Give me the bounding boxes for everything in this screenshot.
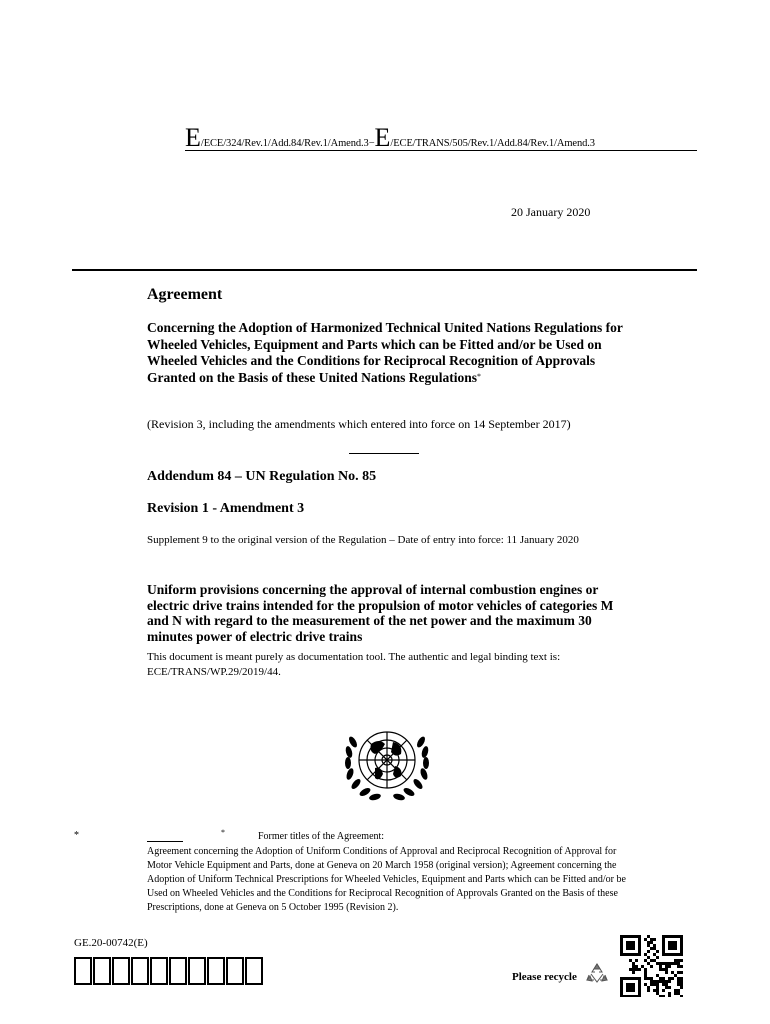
qr-module: [662, 977, 665, 980]
qr-module: [659, 965, 662, 968]
addendum-heading: Addendum 84 – UN Regulation No. 85: [147, 469, 377, 484]
qr-module: [638, 968, 641, 971]
barcode-glyph: [188, 957, 206, 985]
concerning-heading-text: Concerning the Adoption of Harmonized Technical United Nations Regulations for Wheeled Vehicles, Equipment and Parts which can be Fitted and/or be Used on Wheeled Vehicles and the Conditions for Reciprocal Recognition of Approvals Granted on the Basis of these United Nations Regulations: [147, 320, 623, 385]
qr-module: [629, 959, 632, 962]
documentation-note: This document is meant purely as documentation tool. The authentic and legal binding text is: ECE/TRANS/WP.29/2019/44.: [147, 651, 561, 678]
qr-module: [635, 959, 638, 962]
qr-module: [680, 977, 683, 980]
qr-module: [659, 968, 662, 971]
qr-module: [650, 983, 653, 986]
qr-module: [650, 959, 653, 962]
qr-module: [653, 980, 656, 983]
qr-module: [656, 950, 659, 953]
barcode-glyph: [245, 957, 263, 985]
qr-module: [647, 944, 650, 947]
qr-module: [650, 977, 653, 980]
qr-module: [659, 962, 662, 965]
qr-module: [680, 995, 683, 997]
qr-module: [644, 977, 647, 980]
un-emblem-icon: [341, 722, 433, 802]
revision-heading: Revision 1 - Amendment 3: [147, 501, 305, 516]
barcode-glyph: [169, 957, 187, 985]
qr-module: [677, 977, 680, 980]
qr-module: [647, 950, 650, 953]
qr-finder: [626, 983, 635, 992]
footnote-divider: [147, 841, 183, 842]
qr-module: [677, 980, 680, 983]
qr-module: [656, 986, 659, 989]
recycle-text: Please recycle: [512, 971, 577, 983]
qr-module: [668, 995, 671, 997]
qr-module: [656, 974, 659, 977]
qr-module: [665, 980, 668, 983]
barcode-icon: [74, 957, 263, 989]
qr-module: [650, 980, 653, 983]
footnote-star: *: [221, 828, 225, 837]
qr-module: [662, 983, 665, 986]
qr-module: [668, 977, 671, 980]
symbol-letter-2: E: [374, 123, 391, 152]
qr-module: [650, 941, 653, 944]
document-symbol-2: /ECE/TRANS/505/Rev.1/Add.84/Rev.1/Amend.3: [390, 138, 595, 149]
qr-module: [650, 938, 653, 941]
qr-module: [668, 992, 671, 995]
qr-module: [632, 965, 635, 968]
qr-module: [665, 965, 668, 968]
regulation-title: Uniform provisions concerning the approval of internal combustion engines or electric drive trains intended for the propulsion of motor vehicles of categories M and N with regard to the measurement of the net power and the maximum 30 minutes power of electric drive trains: [147, 582, 614, 644]
qr-module: [656, 989, 659, 992]
qr-module: [677, 989, 680, 992]
qr-module: [680, 983, 683, 986]
qr-module: [680, 980, 683, 983]
qr-module: [665, 968, 668, 971]
qr-module: [632, 968, 635, 971]
qr-code-icon: [620, 935, 685, 997]
qr-module: [674, 962, 677, 965]
barcode-glyph: [207, 957, 225, 985]
qr-module: [662, 968, 665, 971]
qr-module: [647, 962, 650, 965]
qr-module: [680, 986, 683, 989]
qr-module: [647, 977, 650, 980]
qr-module: [653, 989, 656, 992]
qr-module: [644, 983, 647, 986]
qr-module: [665, 983, 668, 986]
qr-module: [668, 962, 671, 965]
recycle-icon: [585, 962, 609, 984]
agreement-heading: Agreement: [147, 286, 223, 303]
qr-module: [674, 992, 677, 995]
qr-module: [680, 965, 683, 968]
qr-module: [662, 980, 665, 983]
qr-module: [647, 956, 650, 959]
qr-module: [641, 965, 644, 968]
qr-module: [653, 983, 656, 986]
qr-module: [644, 971, 647, 974]
barcode-glyph: [131, 957, 149, 985]
footnote-reference: *: [477, 371, 482, 381]
qr-module: [671, 962, 674, 965]
document-symbol-line: [185, 123, 697, 152]
qr-module: [671, 977, 674, 980]
qr-module: [665, 986, 668, 989]
qr-module: [629, 968, 632, 971]
qr-module: [665, 962, 668, 965]
symbol-separator: −: [368, 138, 375, 149]
footnote-title: Former titles of the Agreement:: [258, 831, 385, 842]
qr-module: [653, 944, 656, 947]
qr-module: [659, 980, 662, 983]
qr-module: [674, 989, 677, 992]
qr-module: [644, 968, 647, 971]
qr-module: [650, 947, 653, 950]
qr-module: [647, 989, 650, 992]
qr-module: [677, 992, 680, 995]
section-divider: [349, 453, 419, 454]
qr-module: [662, 962, 665, 965]
qr-module: [653, 938, 656, 941]
qr-module: [677, 971, 680, 974]
qr-module: [674, 959, 677, 962]
document-symbol-1: /ECE/324/Rev.1/Add.84/Rev.1/Amend.3: [200, 138, 369, 149]
qr-module: [644, 959, 647, 962]
qr-module: [668, 965, 671, 968]
footnote-mark: *: [74, 830, 79, 841]
qr-module: [632, 971, 635, 974]
qr-module: [635, 968, 638, 971]
revision-note: (Revision 3, including the amendments which entered into force on 14 September 2017): [147, 417, 571, 431]
qr-module: [656, 992, 659, 995]
header-divider: [72, 269, 697, 271]
footnote-body: Agreement concerning the Adoption of Uniform Conditions of Approval and Reciprocal Recognition of Approval for Motor Vehicle Equipment and Parts, done at Geneva on 20 March 1958 (original version); Agreement concerning the Adoption of Uniform Technical Prescriptions for Wheeled Vehicles, Equipment and Parts which can be Fitted and/or be Used on Wheeled Vehicles and the Conditions for Reciprocal Recognition of Approvals Granted on the Basis of these Prescriptions, done at Geneva on 5 October 1995 (Revision 2).: [147, 846, 626, 913]
qr-module: [647, 935, 650, 938]
barcode-glyph: [74, 957, 92, 985]
qr-module: [662, 995, 665, 997]
qr-module: [653, 959, 656, 962]
qr-module: [632, 962, 635, 965]
qr-module: [680, 959, 683, 962]
qr-module: [677, 962, 680, 965]
qr-module: [650, 965, 653, 968]
qr-module: [644, 938, 647, 941]
qr-module: [653, 953, 656, 956]
qr-module: [659, 977, 662, 980]
qr-finder: [668, 941, 677, 950]
qr-module: [680, 971, 683, 974]
supplement-text: Supplement 9 to the original version of the Regulation – Date of entry into force: 11 January 2020: [147, 534, 579, 546]
qr-module: [677, 959, 680, 962]
job-number: GE.20-00742(E): [74, 937, 148, 949]
qr-module: [653, 947, 656, 950]
qr-module: [644, 974, 647, 977]
concerning-heading: [147, 320, 627, 386]
qr-module: [674, 974, 677, 977]
qr-module: [656, 983, 659, 986]
qr-module: [668, 980, 671, 983]
qr-module: [656, 956, 659, 959]
qr-module: [647, 986, 650, 989]
symbol-letter-1: E: [185, 123, 201, 152]
qr-finder: [626, 941, 635, 950]
qr-module: [647, 941, 650, 944]
document-date: 20 January 2020: [511, 205, 591, 219]
qr-module: [635, 965, 638, 968]
qr-module: [677, 983, 680, 986]
qr-module: [668, 986, 671, 989]
qr-module: [656, 980, 659, 983]
barcode-glyph: [226, 957, 244, 985]
qr-module: [656, 962, 659, 965]
qr-module: [662, 989, 665, 992]
qr-module: [671, 971, 674, 974]
barcode-glyph: [93, 957, 111, 985]
barcode-glyph: [112, 957, 130, 985]
barcode-glyph: [150, 957, 168, 985]
qr-module: [644, 953, 647, 956]
qr-module: [665, 971, 668, 974]
qr-module: [659, 995, 662, 997]
qr-module: [677, 965, 680, 968]
